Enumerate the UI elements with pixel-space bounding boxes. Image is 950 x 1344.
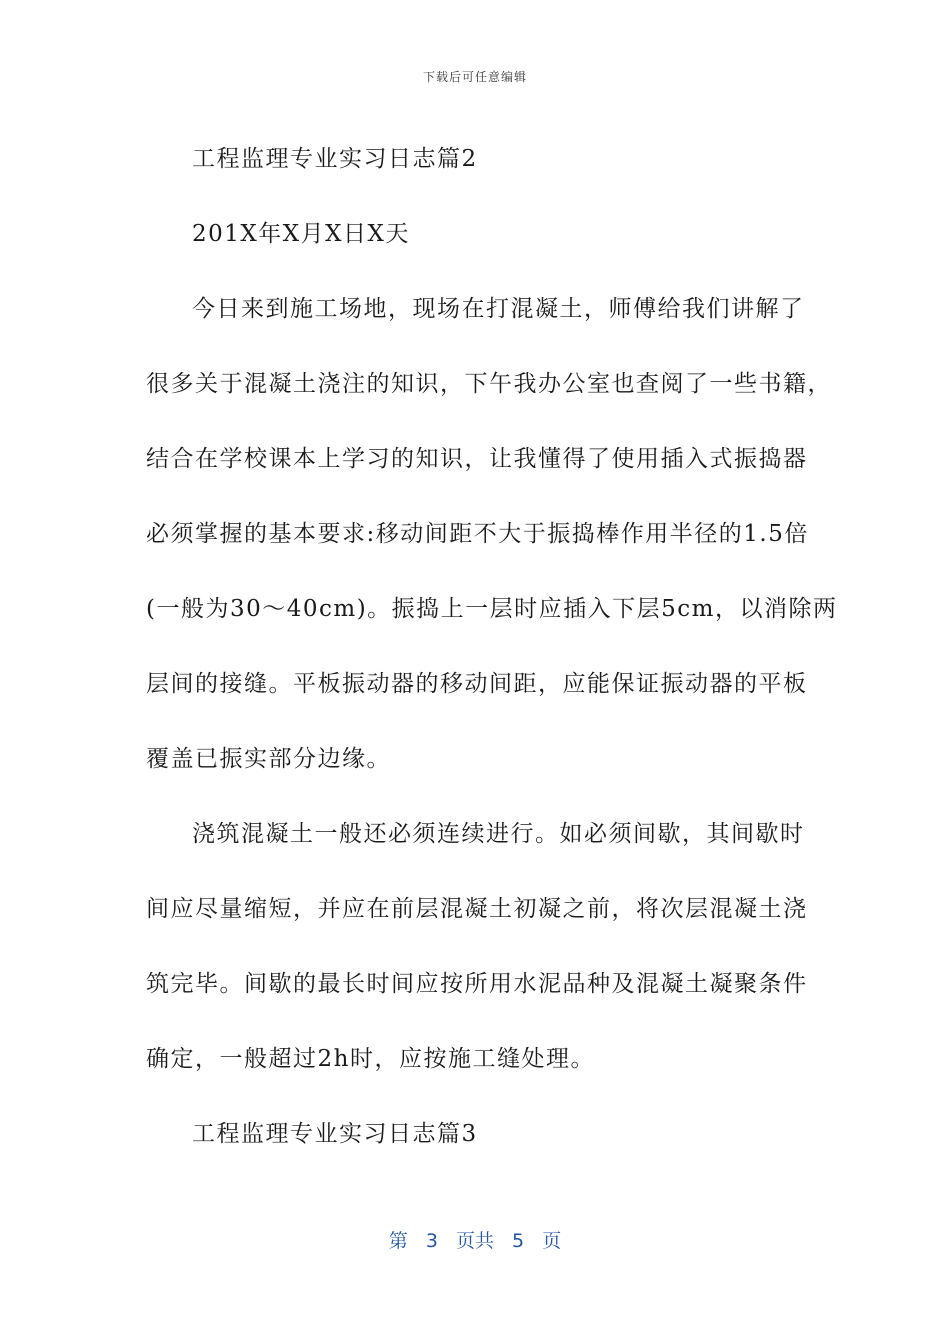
paragraph-line: 浇筑混凝土一般还必须连续进行。如必须间歇，其间歇时 [192, 821, 805, 847]
header-note: 下载后可任意编辑 [422, 70, 527, 84]
total-pages-number: 5 [512, 1230, 525, 1252]
current-page-number: 3 [425, 1230, 438, 1252]
paragraph-line: 确定，一般超过2h时，应按施工缝处理。 [146, 1046, 595, 1072]
paragraph-line: 必须掌握的基本要求:移动间距不大于振捣棒作用半径的1.5倍 [146, 521, 809, 547]
page-label-middle: 页共 [455, 1230, 494, 1252]
paragraph-line: 结合在学校课本上学习的知识，让我懂得了使用插入式振捣器 [146, 446, 808, 472]
paragraph-line: 今日来到施工场地，现场在打混凝土，师傅给我们讲解了 [192, 296, 805, 322]
paragraph-line: 筑完毕。间歇的最长时间应按所用水泥品种及混凝土凝聚条件 [146, 971, 808, 997]
paragraph-line: 很多关于混凝土浇注的知识，下午我办公室也查阅了一些书籍， [146, 371, 832, 397]
date-line: 201X年X月X日X天 [192, 221, 410, 247]
page-footer [0, 1226, 950, 1253]
page-label-suffix: 页 [542, 1230, 562, 1252]
section-heading: 工程监理专业实习日志篇3 [192, 1121, 478, 1147]
paragraph-line: 层间的接缝。平板振动器的移动间距，应能保证振动器的平板 [146, 671, 808, 697]
page-label-prefix: 第 [388, 1230, 408, 1252]
section-heading: 工程监理专业实习日志篇2 [192, 146, 478, 172]
paragraph-line: 覆盖已振实部分边缘。 [146, 746, 391, 772]
document-body [146, 122, 838, 1172]
paragraph-line: 间应尽量缩短，并应在前层混凝土初凝之前，将次层混凝土浇 [146, 896, 808, 922]
paragraph-line: (一般为30～40cm)。振捣上一层时应插入下层5cm，以消除两 [146, 596, 838, 622]
